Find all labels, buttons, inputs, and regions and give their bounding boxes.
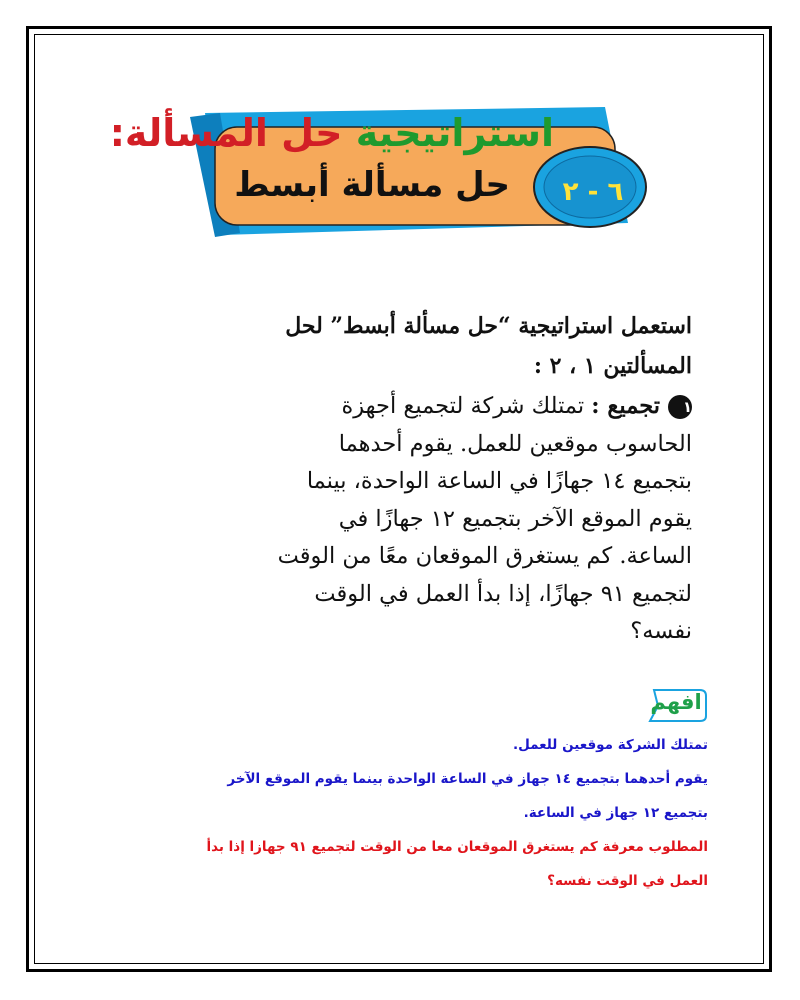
given-line: يقوم أحدهما بتجميع ١٤ جهاز في الساعة الواحدة بينما يقوم الموقع الآخر — [227, 771, 708, 787]
problem-line: الساعة. كم يستغرق الموقعان معًا من الوقت — [277, 543, 692, 569]
problem-line: نفسه؟ — [630, 618, 692, 644]
given-line: بتجميع ١٢ جهاز في الساعة. — [523, 805, 708, 821]
lesson-number: ٦ - ٢ — [562, 177, 624, 207]
lesson-title: استراتيجية حل المسألة: — [109, 111, 554, 155]
problem-line: بتجميع ١٤ جهازًا في الساعة الواحدة، بينما — [306, 468, 692, 494]
required-line: العمل في الوقت نفسه؟ — [547, 873, 708, 889]
problem-label: تجميع : — [591, 393, 660, 419]
instruction-line: استعمل استراتيجية “حل مسألة أبسط” لحل — [285, 313, 692, 339]
given-line: تمتلك الشركة موقعين للعمل. — [512, 737, 708, 753]
lesson-subtitle: حل مسألة أبسط — [234, 165, 510, 205]
required-line: المطلوب معرفة كم يستغرق الموقعان معا من الوقت لتجميع ٩١ جهازا إذا بدأ — [206, 839, 708, 855]
problem-line — [132, 388, 692, 426]
problem-line: يقوم الموقع الآخر بتجميع ١٢ جهازًا في — [338, 505, 692, 532]
understand-tag — [644, 686, 708, 724]
problem-number-badge: ١ — [668, 395, 692, 419]
problem-1 — [132, 388, 692, 651]
instruction-text — [132, 306, 692, 386]
problem-text: تمتلك شركة لتجميع أجهزة — [341, 393, 585, 419]
understand-label: افهم — [650, 690, 702, 714]
problem-line: لتجميع ٩١ جهازًا، إذا بدأ العمل في الوقت — [314, 580, 692, 607]
lesson-title-banner — [109, 105, 650, 250]
instruction-line: المسألتين ١ ، ٢ : — [533, 353, 692, 379]
problem-line: الحاسوب موقعين للعمل. يقوم أحدهما — [338, 430, 692, 457]
